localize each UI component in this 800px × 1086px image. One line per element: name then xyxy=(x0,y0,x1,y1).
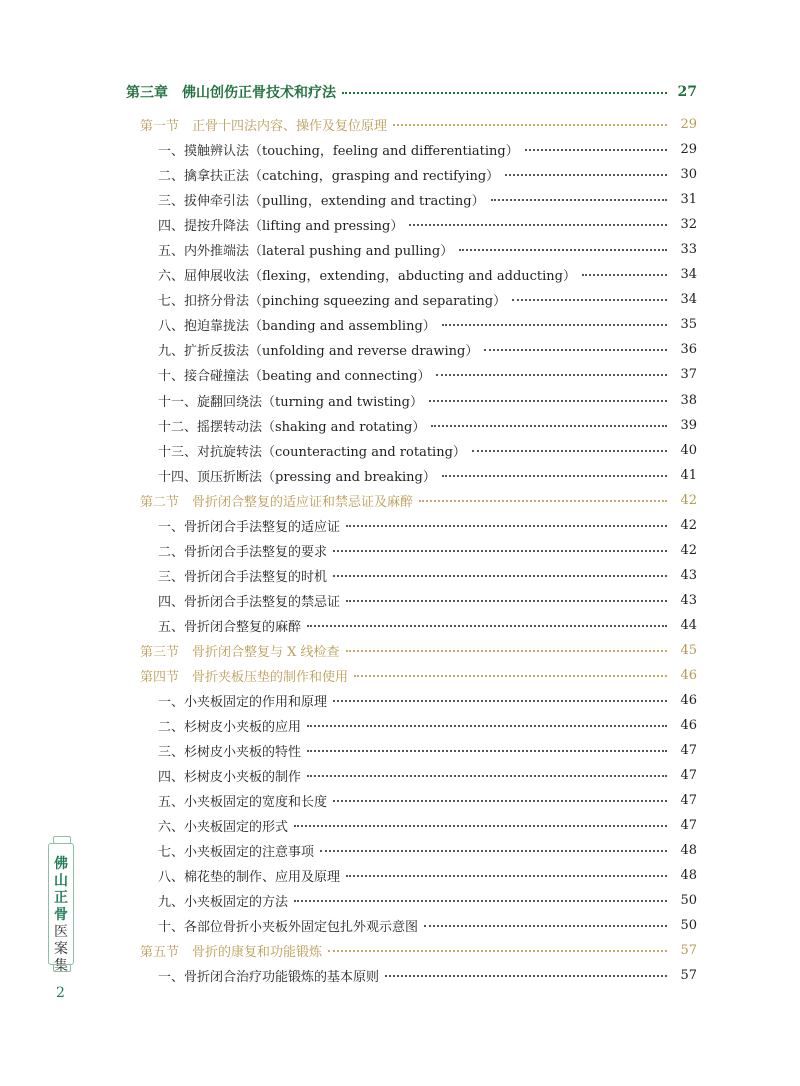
toc-chapter[interactable] xyxy=(126,81,697,103)
toc-item[interactable] xyxy=(158,689,697,711)
toc-section[interactable] xyxy=(140,664,697,686)
toc-page: 57 xyxy=(680,967,697,983)
dot-leader xyxy=(442,324,667,326)
dot-leader xyxy=(328,950,667,952)
toc-title: 第四节 骨折夹板压垫的制作和使用 xyxy=(140,669,349,685)
toc-page: 48 xyxy=(680,842,697,858)
toc-title: 九、扩折反拔法（unfolding and reverse drawing） xyxy=(158,343,479,359)
toc-page: 45 xyxy=(680,642,697,658)
book-title-tab xyxy=(48,843,74,974)
dot-leader xyxy=(346,875,667,877)
toc-page: 43 xyxy=(680,567,697,583)
toc-page: 43 xyxy=(680,592,697,608)
toc-title: 四、骨折闭合手法整复的禁忌证 xyxy=(158,594,341,610)
toc-item[interactable] xyxy=(158,889,697,911)
dot-leader xyxy=(354,675,667,677)
toc-title: 十、各部位骨折小夹板外固定包扎外观示意图 xyxy=(158,919,419,935)
toc-item[interactable] xyxy=(158,363,697,385)
toc-title: 三、骨折闭合手法整复的时机 xyxy=(158,569,328,585)
dot-leader xyxy=(484,349,667,351)
toc-title: 七、小夹板固定的注意事项 xyxy=(158,844,315,860)
toc-title: 一、骨折闭合手法整复的适应证 xyxy=(158,519,341,535)
dot-leader xyxy=(459,249,667,251)
toc-page: 42 xyxy=(680,492,697,508)
toc-page: 32 xyxy=(680,216,697,232)
toc-page: 40 xyxy=(680,442,697,458)
dot-leader xyxy=(342,92,667,94)
toc-page: 35 xyxy=(680,316,697,332)
toc-section[interactable] xyxy=(140,113,697,135)
toc-title: 三、杉树皮小夹板的特性 xyxy=(158,744,302,760)
toc-page: 50 xyxy=(680,917,697,933)
dot-leader xyxy=(346,525,667,527)
toc-item[interactable] xyxy=(158,313,697,335)
toc-item[interactable] xyxy=(158,589,697,611)
toc-item[interactable] xyxy=(158,514,697,536)
toc-item[interactable] xyxy=(158,213,697,235)
toc-item[interactable] xyxy=(158,814,697,836)
toc-title: 二、擒拿扶正法（catching，grasping and rectifying） xyxy=(158,168,500,184)
dot-leader xyxy=(409,224,667,226)
toc-title: 一、小夹板固定的作用和原理 xyxy=(158,694,328,710)
toc-title: 一、摸触辨认法（touching，feeling and differentiating） xyxy=(158,143,519,159)
toc-item[interactable] xyxy=(158,539,697,561)
dot-leader xyxy=(429,400,667,402)
dot-leader xyxy=(333,700,667,702)
toc-page: 50 xyxy=(680,892,697,908)
dot-leader xyxy=(307,725,667,727)
dot-leader xyxy=(442,475,667,477)
toc-item[interactable] xyxy=(158,288,697,310)
toc-item[interactable] xyxy=(158,839,697,861)
toc-page: 31 xyxy=(680,191,697,207)
toc-page: 44 xyxy=(680,617,697,633)
toc-section[interactable] xyxy=(140,639,697,661)
dot-leader xyxy=(525,149,667,151)
toc-title: 十四、顶压折断法（pressing and breaking） xyxy=(158,469,436,485)
toc-title: 十一、旋翻回绕法（turning and twisting） xyxy=(158,394,424,410)
toc-title: 十三、对抗旋转法（counteracting and rotating） xyxy=(158,444,466,460)
toc-title: 第一节 正骨十四法内容、操作及复位原理 xyxy=(140,118,388,134)
side-title-char: 医 xyxy=(54,924,68,940)
dot-leader xyxy=(294,825,667,827)
dot-leader xyxy=(491,199,667,201)
side-title-char: 正 xyxy=(54,890,68,906)
toc-page: 38 xyxy=(680,392,697,408)
toc-title: 七、扣挤分骨法（pinching squeezing and separating） xyxy=(158,293,507,309)
toc-item[interactable] xyxy=(158,614,697,636)
toc-page: 48 xyxy=(680,867,697,883)
dot-leader xyxy=(333,550,667,552)
toc-page: 46 xyxy=(680,692,697,708)
toc-item[interactable] xyxy=(158,389,697,411)
side-title-char: 骨 xyxy=(54,907,68,923)
dot-leader xyxy=(307,750,667,752)
toc-title: 九、小夹板固定的方法 xyxy=(158,894,289,910)
dot-leader xyxy=(436,374,667,376)
dot-leader xyxy=(333,575,667,577)
toc-title: 二、杉树皮小夹板的应用 xyxy=(158,719,302,735)
toc-page: 30 xyxy=(680,166,697,182)
toc-title: 二、骨折闭合手法整复的要求 xyxy=(158,544,328,560)
toc-page: 47 xyxy=(680,767,697,783)
dot-leader xyxy=(333,800,667,802)
toc-item[interactable] xyxy=(158,138,697,160)
dot-leader xyxy=(512,299,667,301)
toc-title: 一、骨折闭合治疗功能锻炼的基本原则 xyxy=(158,969,380,985)
side-title-char: 案 xyxy=(54,941,68,957)
dot-leader xyxy=(582,274,667,276)
toc-title: 六、小夹板固定的形式 xyxy=(158,819,289,835)
page-number: 2 xyxy=(56,985,65,1001)
toc-item[interactable] xyxy=(158,414,697,436)
toc-page: 34 xyxy=(680,291,697,307)
toc-item[interactable] xyxy=(158,238,697,260)
toc-page: 47 xyxy=(680,792,697,808)
toc-title: 五、内外推端法（lateral pushing and pulling） xyxy=(158,243,454,259)
toc-item[interactable] xyxy=(158,439,697,461)
toc-page: 34 xyxy=(680,266,697,282)
dot-leader xyxy=(472,450,667,452)
toc-page: 29 xyxy=(680,116,697,132)
side-title-char: 佛 xyxy=(54,856,68,872)
toc-item[interactable] xyxy=(158,464,697,486)
toc-page: 27 xyxy=(677,84,697,100)
toc-title: 第三节 骨折闭合整复与 X 线检查 xyxy=(140,644,340,660)
toc-page: 29 xyxy=(680,141,697,157)
toc-item[interactable] xyxy=(158,338,697,360)
toc-title: 第三章 佛山创伤正骨技术和疗法 xyxy=(126,85,336,101)
dot-leader xyxy=(346,650,667,652)
dot-leader xyxy=(294,900,667,902)
side-title-char: 集 xyxy=(54,958,68,974)
dot-leader xyxy=(385,975,667,977)
toc-item[interactable] xyxy=(158,188,697,210)
toc-title: 四、杉树皮小夹板的制作 xyxy=(158,769,302,785)
toc-page: 46 xyxy=(680,717,697,733)
toc-title: 八、抱迫靠拢法（banding and assembling） xyxy=(158,318,436,334)
dot-leader xyxy=(307,775,667,777)
toc-title: 六、屈伸展收法（flexing，extending，abducting and adducting） xyxy=(158,268,576,284)
toc-title: 第二节 骨折闭合整复的适应证和禁忌证及麻醉 xyxy=(140,494,414,510)
toc-page: 42 xyxy=(680,517,697,533)
toc-title: 第五节 骨折的康复和功能锻炼 xyxy=(140,944,323,960)
toc-title: 五、小夹板固定的宽度和长度 xyxy=(158,794,328,810)
toc-title: 五、骨折闭合整复的麻醉 xyxy=(158,619,302,635)
toc-item[interactable] xyxy=(158,739,697,761)
toc-item[interactable] xyxy=(158,964,697,986)
toc-page: 46 xyxy=(680,667,697,683)
toc-section[interactable] xyxy=(140,489,697,511)
toc-item[interactable] xyxy=(158,263,697,285)
toc-item[interactable] xyxy=(158,163,697,185)
toc-item[interactable] xyxy=(158,914,697,936)
dot-leader xyxy=(307,625,667,627)
toc-title: 四、提按升降法（lifting and pressing） xyxy=(158,218,404,234)
toc-page: 33 xyxy=(680,241,697,257)
dot-leader xyxy=(346,600,667,602)
toc-page: 47 xyxy=(680,742,697,758)
toc-title: 八、棉花垫的制作、应用及原理 xyxy=(158,869,341,885)
dot-leader xyxy=(320,850,667,852)
toc-page: 36 xyxy=(680,341,697,357)
toc-page: 42 xyxy=(680,542,697,558)
toc-page: 39 xyxy=(680,417,697,433)
toc-item[interactable] xyxy=(158,564,697,586)
toc-item[interactable] xyxy=(158,789,697,811)
toc-title: 十、接合碰撞法（beating and connecting） xyxy=(158,368,431,384)
toc-page: 41 xyxy=(680,467,697,483)
dot-leader xyxy=(419,500,667,502)
dot-leader xyxy=(424,925,667,927)
toc-page: 37 xyxy=(680,366,697,382)
toc-page: 47 xyxy=(680,817,697,833)
toc-page: 57 xyxy=(680,942,697,958)
dot-leader xyxy=(505,174,667,176)
dot-leader xyxy=(393,124,667,126)
toc-item[interactable] xyxy=(158,714,697,736)
toc-title: 三、拔伸牵引法（pulling，extending and tracting） xyxy=(158,193,485,209)
dot-leader xyxy=(431,425,667,427)
toc-title: 十二、摇摆转动法（shaking and rotating） xyxy=(158,419,426,435)
side-title-char: 山 xyxy=(54,873,68,889)
toc-item[interactable] xyxy=(158,764,697,786)
toc-item[interactable] xyxy=(158,864,697,886)
toc-section[interactable] xyxy=(140,939,697,961)
